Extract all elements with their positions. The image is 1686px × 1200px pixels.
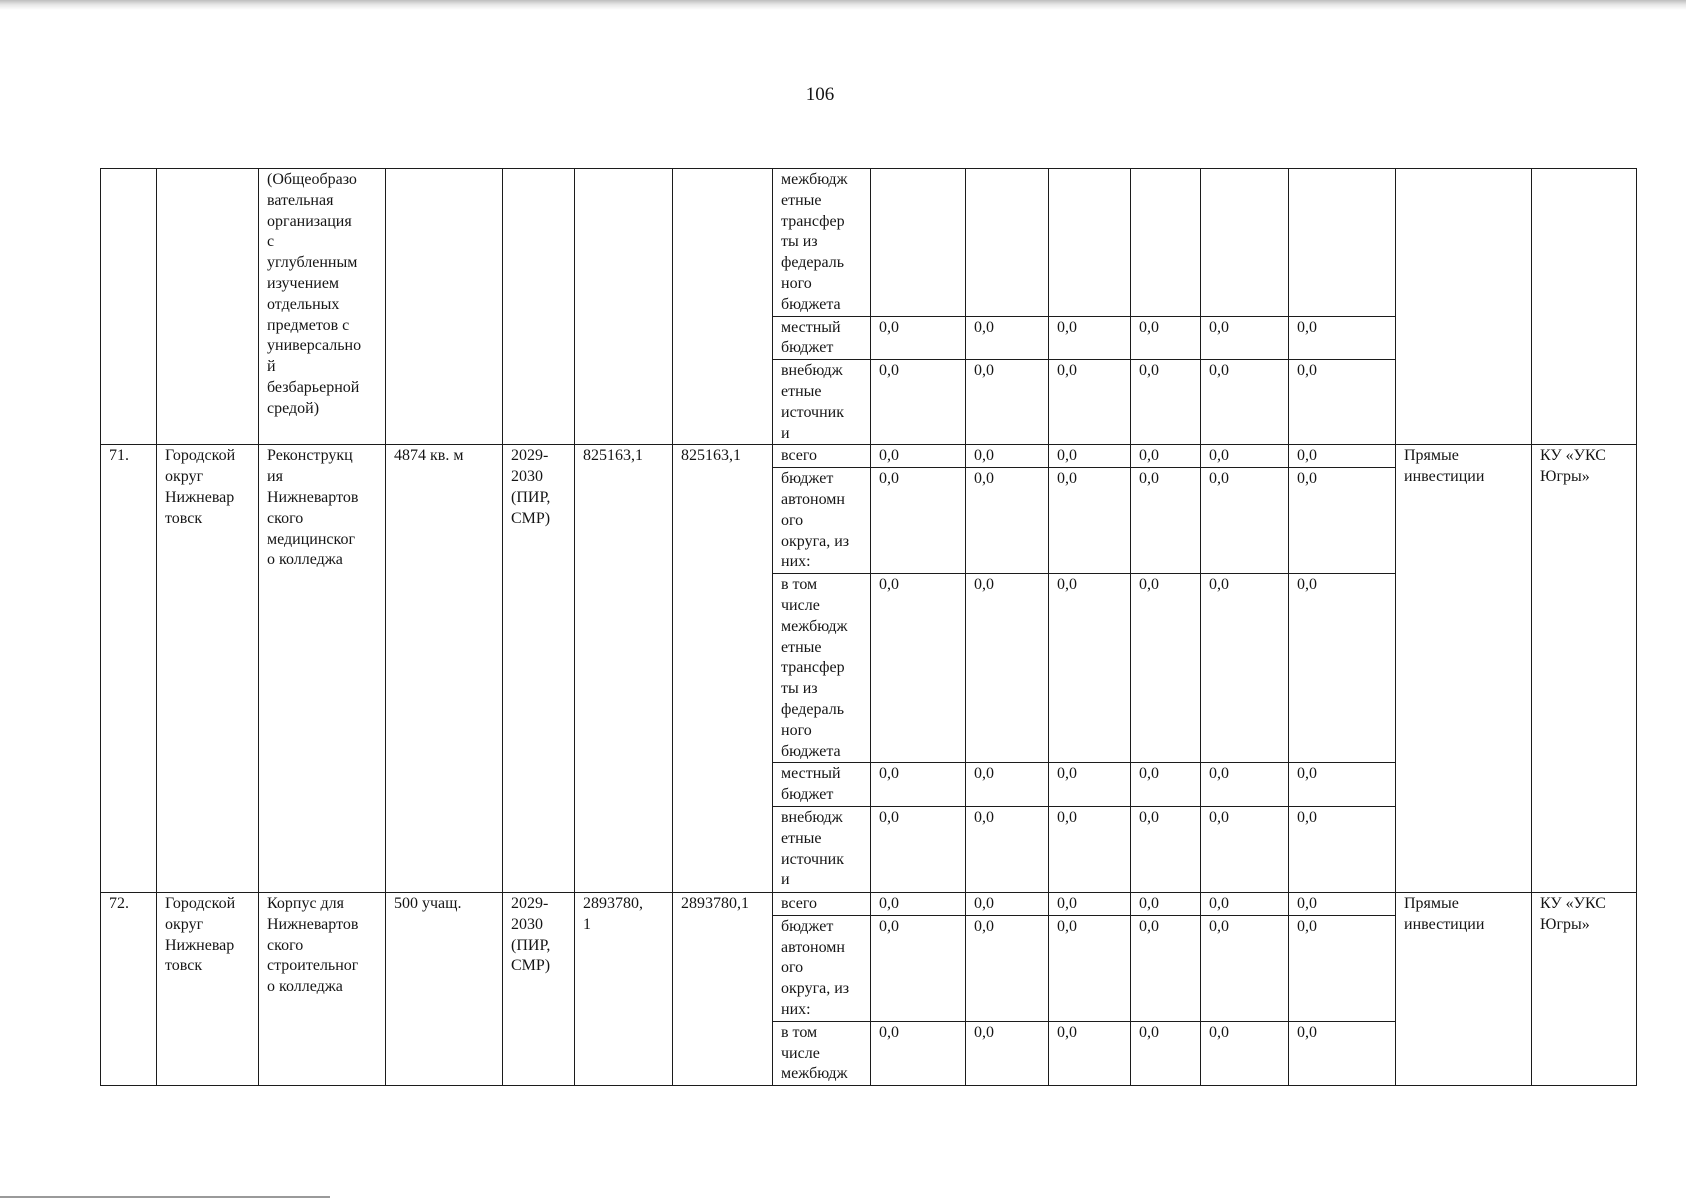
amount-cell: 0,0 bbox=[1289, 574, 1396, 763]
customer-cell: КУ «УКС Югры» bbox=[1532, 892, 1637, 1085]
period-cell: 2029- 2030 (ПИР, СМР) bbox=[503, 892, 575, 1085]
amount-cell: 0,0 bbox=[1049, 316, 1131, 360]
funding-source-label: бюджет автономн ого округа, из них: bbox=[773, 915, 871, 1021]
period-cell bbox=[503, 169, 575, 445]
amount-cell bbox=[1201, 169, 1289, 317]
amount-cell: 0,0 bbox=[1131, 915, 1201, 1021]
scan-top-edge bbox=[0, 0, 1686, 10]
amount-cell: 0,0 bbox=[1289, 468, 1396, 574]
amount-cell: 0,0 bbox=[871, 316, 966, 360]
amount-cell: 0,0 bbox=[966, 915, 1049, 1021]
amount-cell bbox=[1131, 169, 1201, 317]
capacity-cell: 4874 кв. м bbox=[386, 445, 503, 893]
amount-cell: 0,0 bbox=[1049, 1021, 1131, 1085]
amount-cell: 0,0 bbox=[1289, 892, 1396, 915]
amount-cell: 0,0 bbox=[1201, 360, 1289, 445]
amount-cell: 0,0 bbox=[1049, 574, 1131, 763]
object-name-cell: Корпус для Нижневартов ского строительног о колледжа bbox=[259, 892, 386, 1085]
amount-cell: 0,0 bbox=[1049, 763, 1131, 807]
amount-cell: 0,0 bbox=[1289, 316, 1396, 360]
investment-method-cell: Прямые инвестиции bbox=[1396, 445, 1532, 893]
amount-cell: 0,0 bbox=[1049, 915, 1131, 1021]
capacity-cell: 500 учащ. bbox=[386, 892, 503, 1085]
territory-cell bbox=[157, 169, 259, 445]
amount-cell: 0,0 bbox=[1289, 360, 1396, 445]
amount-cell: 0,0 bbox=[1201, 1021, 1289, 1085]
row-number bbox=[101, 169, 157, 445]
cost-remaining-cell: 2893780,1 bbox=[673, 892, 773, 1085]
cost-total-cell: 2893780, 1 bbox=[575, 892, 673, 1085]
amount-cell bbox=[1289, 169, 1396, 317]
amount-cell: 0,0 bbox=[966, 468, 1049, 574]
funding-source-label: в том числе межбюдж етные трансфер ты из федераль ного бюджета bbox=[773, 574, 871, 763]
amount-cell bbox=[871, 169, 966, 317]
amount-cell: 0,0 bbox=[871, 445, 966, 468]
amount-cell: 0,0 bbox=[1201, 763, 1289, 807]
territory-cell: Городской округ Нижневар товск bbox=[157, 892, 259, 1085]
cost-total-cell: 825163,1 bbox=[575, 445, 673, 893]
amount-cell: 0,0 bbox=[966, 445, 1049, 468]
table-row bbox=[101, 892, 1637, 915]
amount-cell: 0,0 bbox=[871, 915, 966, 1021]
funding-source-label: всего bbox=[773, 445, 871, 468]
amount-cell: 0,0 bbox=[1289, 915, 1396, 1021]
amount-cell: 0,0 bbox=[1201, 574, 1289, 763]
funding-source-label: всего bbox=[773, 892, 871, 915]
amount-cell: 0,0 bbox=[966, 763, 1049, 807]
amount-cell: 0,0 bbox=[1131, 763, 1201, 807]
object-name-cell: (Общеобразо вательная организация с углубленным изучением отдельных предметов с универсально й безбарьерной средой) bbox=[259, 169, 386, 445]
amount-cell: 0,0 bbox=[1049, 806, 1131, 892]
capacity-cell bbox=[386, 169, 503, 445]
amount-cell: 0,0 bbox=[1289, 1021, 1396, 1085]
amount-cell: 0,0 bbox=[966, 1021, 1049, 1085]
amount-cell: 0,0 bbox=[1131, 445, 1201, 468]
amount-cell: 0,0 bbox=[1131, 892, 1201, 915]
cost-total-cell bbox=[575, 169, 673, 445]
amount-cell: 0,0 bbox=[966, 806, 1049, 892]
investment-method-cell: Прямые инвестиции bbox=[1396, 892, 1532, 1085]
amount-cell: 0,0 bbox=[1201, 915, 1289, 1021]
amount-cell: 0,0 bbox=[871, 574, 966, 763]
customer-cell bbox=[1532, 169, 1637, 445]
amount-cell: 0,0 bbox=[1131, 316, 1201, 360]
amount-cell: 0,0 bbox=[966, 892, 1049, 915]
amount-cell: 0,0 bbox=[966, 360, 1049, 445]
amount-cell: 0,0 bbox=[1049, 445, 1131, 468]
amount-cell: 0,0 bbox=[966, 316, 1049, 360]
funding-source-label: внебюдж етные источник и bbox=[773, 806, 871, 892]
funding-source-label: межбюдж етные трансфер ты из федераль ного бюджета bbox=[773, 169, 871, 317]
investment-table bbox=[100, 168, 1637, 1086]
amount-cell: 0,0 bbox=[1201, 806, 1289, 892]
table-row bbox=[101, 445, 1637, 468]
amount-cell: 0,0 bbox=[871, 1021, 966, 1085]
amount-cell bbox=[1049, 169, 1131, 317]
amount-cell: 0,0 bbox=[1049, 892, 1131, 915]
amount-cell: 0,0 bbox=[1049, 468, 1131, 574]
amount-cell: 0,0 bbox=[1289, 445, 1396, 468]
amount-cell: 0,0 bbox=[1201, 445, 1289, 468]
amount-cell: 0,0 bbox=[1289, 806, 1396, 892]
amount-cell: 0,0 bbox=[1049, 360, 1131, 445]
table-row bbox=[101, 169, 1637, 317]
amount-cell: 0,0 bbox=[1131, 806, 1201, 892]
amount-cell: 0,0 bbox=[871, 360, 966, 445]
funding-source-label: местный бюджет bbox=[773, 316, 871, 360]
funding-source-label: в том числе межбюдж bbox=[773, 1021, 871, 1085]
cost-remaining-cell bbox=[673, 169, 773, 445]
amount-cell: 0,0 bbox=[1131, 468, 1201, 574]
amount-cell: 0,0 bbox=[1131, 574, 1201, 763]
funding-source-label: внебюдж етные источник и bbox=[773, 360, 871, 445]
row-number: 71. bbox=[101, 445, 157, 893]
period-cell: 2029- 2030 (ПИР, СМР) bbox=[503, 445, 575, 893]
funding-source-label: бюджет автономн ого округа, из них: bbox=[773, 468, 871, 574]
page-number: 106 bbox=[805, 84, 835, 105]
amount-cell: 0,0 bbox=[1289, 763, 1396, 807]
amount-cell: 0,0 bbox=[1131, 1021, 1201, 1085]
customer-cell: КУ «УКС Югры» bbox=[1532, 445, 1637, 893]
amount-cell: 0,0 bbox=[871, 763, 966, 807]
funding-source-label: местный бюджет bbox=[773, 763, 871, 807]
cost-remaining-cell: 825163,1 bbox=[673, 445, 773, 893]
amount-cell: 0,0 bbox=[1201, 892, 1289, 915]
object-name-cell: Реконструкц ия Нижневартов ского медицинског о колледжа bbox=[259, 445, 386, 893]
amount-cell: 0,0 bbox=[871, 892, 966, 915]
amount-cell: 0,0 bbox=[1201, 468, 1289, 574]
amount-cell: 0,0 bbox=[1131, 360, 1201, 445]
amount-cell bbox=[966, 169, 1049, 317]
amount-cell: 0,0 bbox=[871, 806, 966, 892]
row-number: 72. bbox=[101, 892, 157, 1085]
amount-cell: 0,0 bbox=[1201, 316, 1289, 360]
amount-cell: 0,0 bbox=[871, 468, 966, 574]
territory-cell: Городской округ Нижневар товск bbox=[157, 445, 259, 893]
investment-method-cell bbox=[1396, 169, 1532, 445]
amount-cell: 0,0 bbox=[966, 574, 1049, 763]
scan-bottom-edge bbox=[0, 1196, 330, 1198]
